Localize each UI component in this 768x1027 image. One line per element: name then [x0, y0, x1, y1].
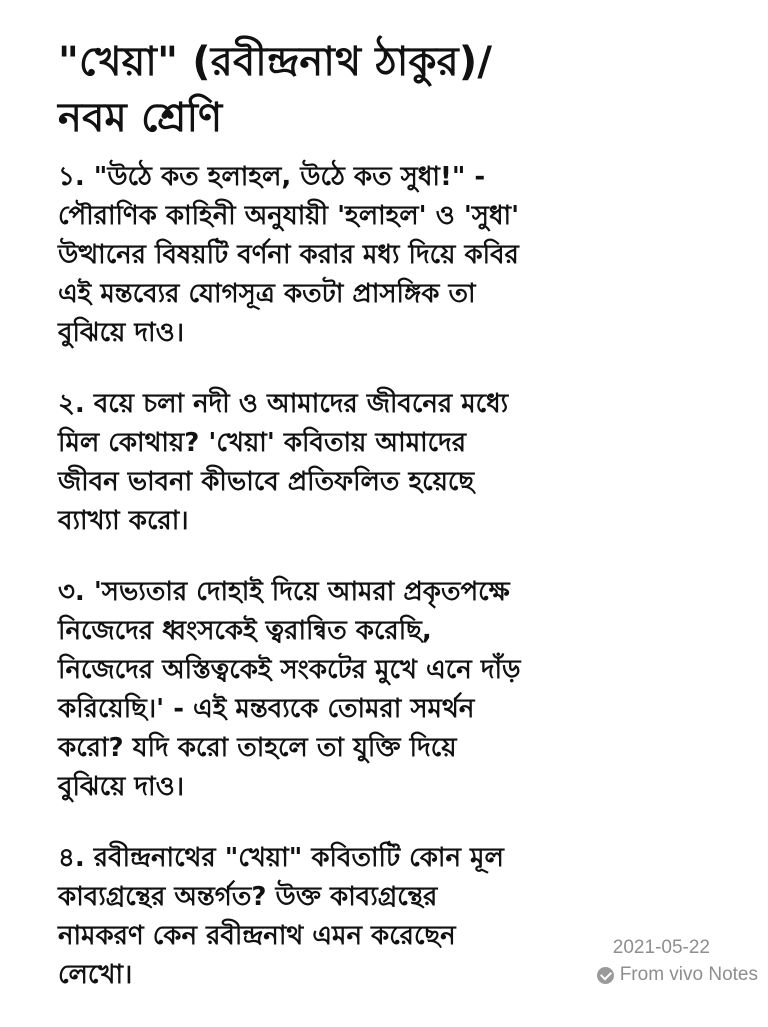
- question-line: এই মন্তব্যের যোগসূত্র কতটা প্রাসঙ্গিক তা: [58, 279, 476, 309]
- question-line: পৌরাণিক কাহিনী অনুযায়ী 'হলাহল' ও 'সুধা': [58, 201, 520, 231]
- question-line: করিয়েছি।' - এই মন্তব্যকে তোমরা সমর্থন: [58, 694, 475, 724]
- question-line: ২. বয়ে চলা নদী ও আমাদের জীবনের মধ্যে: [58, 389, 509, 419]
- question-line: কাব্যগ্রন্থের অন্তর্গত? উক্ত কাব্যগ্রন্থের: [58, 882, 438, 912]
- question-line: লেখো।: [58, 960, 133, 990]
- note-body: [58, 34, 728, 1027]
- question-line: মিল কোথায়? 'খেয়া' কবিতায় আমাদের: [58, 428, 467, 458]
- note-footer: [597, 936, 758, 990]
- question-1: [58, 158, 728, 353]
- question-line: ৩. 'সভ্যতার দোহাই দিয়ে আমরা প্রকৃতপক্ষে: [58, 577, 510, 607]
- question-line: বুঝিয়ে দাও।: [58, 318, 185, 348]
- question-line: করো? যদি করো তাহলে তা যুক্তি দিয়ে: [58, 733, 457, 763]
- question-line: নিজেদের অস্তিত্বকেই সংকটের মুখে এনে দাঁড়: [58, 655, 521, 685]
- note-source: [597, 960, 758, 990]
- note-date: 2021-05-22: [612, 937, 710, 958]
- question-line: জীবন ভাবনা কীভাবে প্রতিফলিত হয়েছে: [58, 467, 475, 497]
- question-line: নিজেদের ধ্বংসকেই ত্বরান্বিত করেছি,: [58, 616, 432, 646]
- question-line: ব্যাখ্যা করো।: [58, 506, 189, 536]
- question-3: [58, 573, 728, 807]
- note-title-line: "খেয়া" (রবীন্দ্রনাথ ঠাকুর)/: [58, 39, 493, 85]
- question-line: উত্থানের বিষয়টি বর্ণনা করার মধ্য দিয়ে কবির: [58, 240, 519, 270]
- note-title-line: নবম শ্রেণি: [58, 95, 223, 141]
- note-source-label: From vivo Notes: [619, 964, 758, 985]
- check-badge-icon: [597, 967, 614, 984]
- question-line: বুঝিয়ে দাও।: [58, 772, 185, 802]
- question-line: ১. "উঠে কত হলাহল, উঠে কত সুধা!" -: [58, 162, 486, 192]
- question-line: ৪. রবীন্দ্রনাথের "খেয়া" কবিতাটি কোন মূল: [58, 843, 504, 873]
- note-title: [58, 34, 728, 146]
- question-line: নামকরণ কেন রবীন্দ্রনাথ এমন করেছেন: [58, 921, 456, 951]
- question-2: [58, 385, 728, 541]
